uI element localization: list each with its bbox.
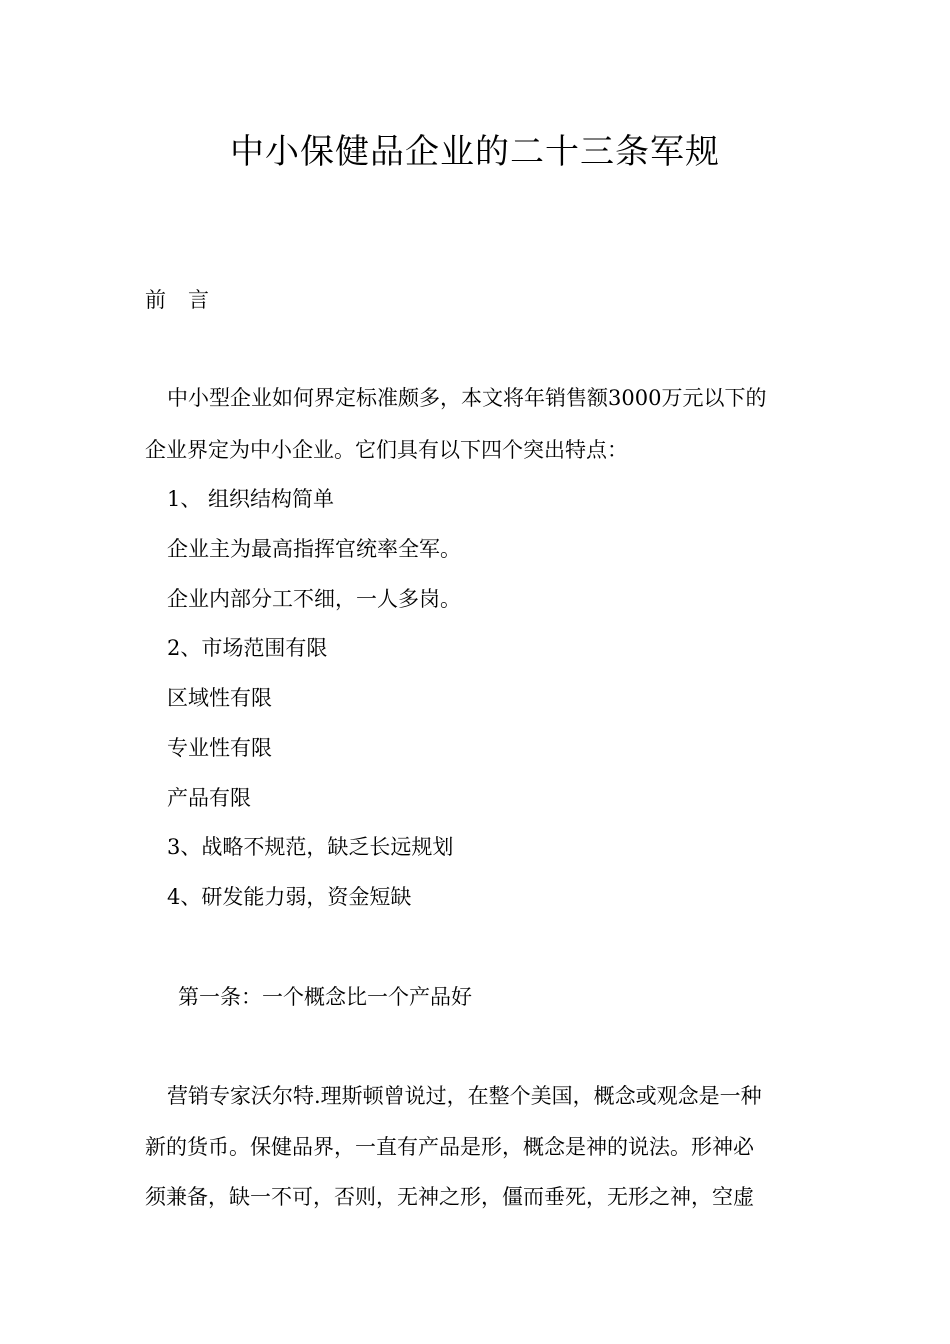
document-title: 中小保健品企业的二十三条军规 xyxy=(230,132,720,172)
list-line-1: 1、 组织结构简单 xyxy=(167,487,335,511)
list-line-8: 3、战略不规范，缺乏长远规划 xyxy=(167,835,454,859)
list-line-4: 2、市场范围有限 xyxy=(167,636,328,660)
article-1-heading: 第一条：一个概念比一个产品好 xyxy=(178,985,472,1009)
list-line-5: 区域性有限 xyxy=(167,686,272,710)
preface-heading-char-1: 前 xyxy=(145,288,166,312)
list-line-6: 专业性有限 xyxy=(167,736,272,760)
preface-heading-char-2: 言 xyxy=(188,288,209,312)
list-line-7: 产品有限 xyxy=(167,786,251,810)
intro-line-2: 企业界定为中小企业。它们具有以下四个突出特点： xyxy=(145,438,628,462)
article-1-line-3: 须兼备，缺一不可，否则，无神之形，僵而垂死，无形之神，空虚 xyxy=(145,1185,754,1209)
preface-heading xyxy=(145,284,209,316)
article-1-line-2: 新的货币。保健品界，一直有产品是形，概念是神的说法。形神必 xyxy=(145,1135,754,1159)
list-line-9: 4、研发能力弱，资金短缺 xyxy=(167,885,412,909)
list-line-2: 企业主为最高指挥官统率全军。 xyxy=(167,537,461,561)
article-1-line-1: 营销专家沃尔特.理斯顿曾说过，在整个美国，概念或观念是一种 xyxy=(167,1084,762,1108)
intro-line-1: 中小型企业如何界定标准颇多，本文将年销售额3000万元以下的 xyxy=(167,386,767,410)
list-line-3: 企业内部分工不细，一人多岗。 xyxy=(167,587,461,611)
